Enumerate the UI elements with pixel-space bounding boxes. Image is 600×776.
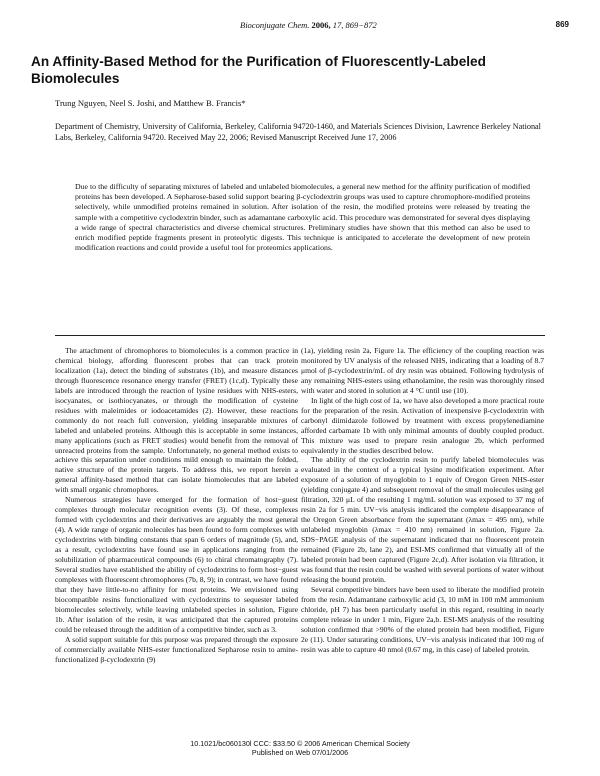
affiliation: Department of Chemistry, University of California, Berkeley, California 94720-1460, and Materials Sciences Division, Lawrence Berkeley National Labs, Berkeley, California 94720. Received May 22, 2006; Revised Manuscript Received June 17, 2006 [55,122,541,143]
abstract [75,182,530,253]
published-line: Published on Web 07/01/2006 [251,747,349,757]
abstract-text: Due to the difficulty of separating mixtures of labeled and unlabeled biomolecules, a general new method for the affinity purification of modified proteins has been developed. A Sepharose-based solid support bearing β-cyclodextrin groups was used to capture chromophore-modified proteins selectively, while unmodified proteins remained in solution. After isolation of the resin, the modified proteins were released by treating the sample with a competitive cyclodextrin binder, such as adamantane carboxylic acid. This procedure was demonstrated for several dyes displaying a wide range of spectral characteristics and diverse chemical structures. Preliminary studies have shown that this method can also be used to enrich modified peptide fragments present in proteolytic digests. This technique is anticipated to accelerate the development of new protein modification reactions and could provide a useful tool for proteomics applications. [75,182,530,253]
journal-pages: 869−872 [345,20,377,30]
authors: Trung Nguyen, Neel S. Joshi, and Matthew B. Francis* [55,98,246,108]
journal-citation [240,20,377,30]
left-column [55,346,298,665]
paragraph: Numerous strategies have emerged for the formation of host−guest complexes through molecular recognition events (3). Of these, complexes formed with cyclodextrins and their derivatives are arguably the most general (4). A wide range of organic molecules has been found to form complexes with cyclodextrins with binding constants that span 6 orders of magnitude (5), and, as a result, cyclodextrins have found use in applications ranging from the solubilization of pharmaceutical compounds (6) to chiral chromatography (7). Several studies have established the ability of cyclodextrins to form host−guest complexes with fluorescent chromophores (7b, 8, 9); in contrast, we have found that they have little-to-no affinity for most proteins. We envisioned using biocompatible resins functionalized with cyclodextrins to sequester labeled biomolecules selectively, while leaving unlabeled species in solution, Figure 1b. After isolation of the resin, it was anticipated that the captured proteins could be released through the addition of a competitive binder, such as 3. [55,495,298,634]
paragraph: A solid support suitable for this purpose was prepared through the exposure of commercially available NHS-ester functionalized Sepharose resin to amine-functionalized β-cyclodextrin (9) [55,634,298,664]
journal-name: Bioconjugate Chem. [240,20,310,30]
paragraph: The attachment of chromophores to biomolecules is a common practice in chemical biology, affording fluorescent probes that can track protein localization (1a), detect the binding of substrates (1b), and measure distances through fluorescence resonance energy transfer (FRET) (1c,d). Typically these labels are introduced through the reaction of lysine residues with NHS-esters, isocyanates, or isothiocyanates, or through the modification of cysteine residues with maleimides or iodoacetamides (2). However, these reactions commonly do not reach full conversion, yielding inseparable mixtures of labeled and unlabeled proteins. Although this is acceptable in some instances, many applications (such as FRET studies) would benefit from the removal of unreacted proteins from the sample. Unfortunately, no general method exists to achieve this separation under conditions mild enough to maintain the folded, native structure of the protein targets. To address this, we report herein a general affinity-based method that can isolate biomolecules that are labeled with small organic chromophores. [55,346,298,495]
paragraph: Several competitive binders have been used to liberate the modified protein from the resin. Adamantane carboxylic acid (3, 10 mM in 100 mM ammonium chloride, pH 7) has been particularly useful in this regard, resulting in nearly complete release in under 1 min, Figure 2a,b. ESI-MS analysis of the resulting solution confirmed that >90% of the eluted protein had been modified, Figure 2e (11). Under saturating conditions, UV−vis analysis indicated that 100 mg of resin was able to capture 40 nmol (0.67 mg, in this case) of labeled protein. [301,584,544,654]
footer [0,740,600,758]
article-title: An Affinity-Based Method for the Purification of Fluorescently-Labeled Biomolecules [31,54,486,86]
paragraph: In light of the high cost of 1a, we have also developed a more practical route for the preparation of the resin. Activation of inexpensive β-cyclodextrin with carbonyl diimidazole followed by treatment with excess propylenediamine afforded carbamate 1b with only minimal amounts of doubly coupled product. This mixture was used to prepare resin analogue 2b, which performed equivalently in the studies described below. [301,395,544,455]
right-column [301,346,544,655]
paragraph: The ability of the cyclodextrin resin to purify labeled biomolecules was evaluated in the context of a typical lysine modification experiment. After exposure of a solution of myoglobin to 1 equiv of Oregon Green NHS-ester (yielding conjugate 4) and subsequent removal of the small molecules using gel filtration, 320 μL of the resulting 1 mg/mL solution was exposed to 37 mg of resin 2a for 5 min. UV−vis analysis indicated the complete disappearance of the Oregon Green absorbance from the supernatant (λmax = 495 nm), while unlabeled myoglobin (λmax = 410 nm) remained in solution, Figure 2a. SDS−PAGE analysis of the supernatant indicated that no fluorescent protein remained (Figure 2b, lane 2), and ESI-MS confirmed that virtually all of the labeled protein had been captured (Figure 2c,d). After isolation via filtration, it was found that the resin could be washed with several portions of water without releasing the bound protein. [301,455,544,584]
journal-year: 2006, [311,20,331,30]
journal-volume: 17, [332,20,344,30]
divider [55,335,545,336]
doi-line: 10.1021/bc060130l CCC: $33.50 © 2006 American Chemical Society [190,739,410,748]
page-number: 869 [555,20,569,29]
paragraph: (1a), yielding resin 2a, Figure 1a. The efficiency of the coupling reaction was monitored by UV analysis of the released NHS, indicating that a loading of 8.7 μmol of β-cyclodextrin/mL of dry resin was obtained. Following hydrolysis of any remaining NHS-esters using ethanolamine, the resin was thoroughly rinsed with water and stored in solution at 4 °C until use (10). [301,346,544,395]
running-head [0,18,600,32]
